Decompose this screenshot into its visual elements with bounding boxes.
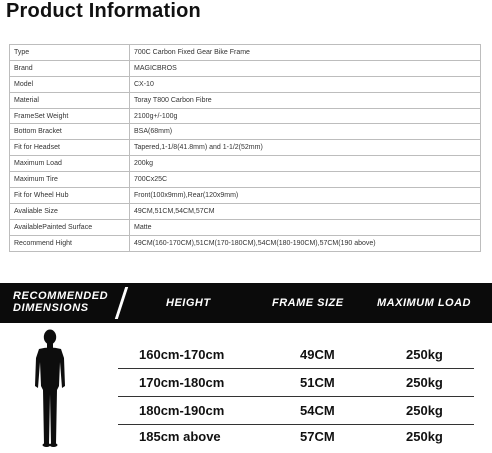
dimension-max-load: 250kg: [406, 429, 443, 444]
spec-value: 49CM,51CM,54CM,57CM: [130, 203, 481, 219]
spec-key: Material: [10, 92, 130, 108]
spec-value: 49CM(160-170CM),51CM(170-180CM),54CM(180-190CM),57CM(190 above): [130, 235, 481, 251]
person-silhouette-icon: [28, 328, 72, 448]
dimension-row: [118, 427, 474, 453]
spec-key: Maximum Tire: [10, 172, 130, 188]
dimension-height: 170cm-180cm: [139, 375, 225, 390]
spec-value: Tapered,1-1/8(41.8mm) and 1-1/2(52mm): [130, 140, 481, 156]
table-row: [10, 235, 481, 251]
max-load-column-header: MAXIMUM LOAD: [377, 297, 471, 309]
spec-key: Maximum Load: [10, 156, 130, 172]
spec-value: Toray T800 Carbon Fibre: [130, 92, 481, 108]
dimensions-header-band: [0, 283, 492, 323]
row-divider: [118, 396, 474, 397]
page-title: Product Information: [6, 0, 201, 22]
dimension-row: [118, 345, 474, 371]
dimensions-heading: [13, 290, 108, 314]
spec-key: Model: [10, 76, 130, 92]
spec-value: Matte: [130, 219, 481, 235]
spec-key: Fit for Headset: [10, 140, 130, 156]
spec-value: 2100g+/-100g: [130, 108, 481, 124]
spec-value: 200kg: [130, 156, 481, 172]
spec-key: AvailablePainted Surface: [10, 219, 130, 235]
spec-key: Bottom Bracket: [10, 124, 130, 140]
table-row: [10, 188, 481, 204]
frame-size-column-header: FRAME SIZE: [272, 297, 344, 309]
spec-value: 700Cx25C: [130, 172, 481, 188]
spec-value: CX-10: [130, 76, 481, 92]
dimension-frame-size: 49CM: [300, 347, 335, 362]
spec-key: Avaliable Size: [10, 203, 130, 219]
spec-value: Front(100x9mm),Rear(120x9mm): [130, 188, 481, 204]
spec-value: MAGICBROS: [130, 60, 481, 76]
table-row: [10, 219, 481, 235]
dimension-max-load: 250kg: [406, 403, 443, 418]
table-row: [10, 92, 481, 108]
spec-key: Recommend Hight: [10, 235, 130, 251]
table-row: [10, 203, 481, 219]
dimension-height: 180cm-190cm: [139, 403, 225, 418]
table-row: [10, 60, 481, 76]
dimension-height: 185cm above: [139, 429, 221, 444]
table-row: [10, 45, 481, 61]
height-column-header: HEIGHT: [166, 297, 211, 309]
spec-table: [9, 44, 481, 252]
spec-key: Brand: [10, 60, 130, 76]
dimension-frame-size: 57CM: [300, 429, 335, 444]
spec-key: FrameSet Weight: [10, 108, 130, 124]
spec-value: 700C Carbon Fixed Gear Bike Frame: [130, 45, 481, 61]
dimension-max-load: 250kg: [406, 375, 443, 390]
row-divider: [118, 424, 474, 425]
table-row: [10, 140, 481, 156]
spec-key: Fit for Wheel Hub: [10, 188, 130, 204]
dimension-row: [118, 373, 474, 399]
slash-divider: [115, 287, 128, 319]
dimensions-heading-line1: RECOMMENDED: [13, 290, 109, 302]
dimension-frame-size: 51CM: [300, 375, 335, 390]
table-row: [10, 76, 481, 92]
spec-value: BSA(68mm): [130, 124, 481, 140]
dimension-height: 160cm-170cm: [139, 347, 225, 362]
table-row: [10, 172, 481, 188]
spec-key: Type: [10, 45, 130, 61]
table-row: [10, 108, 481, 124]
dimensions-heading-line2: DIMENSIONS: [13, 302, 89, 314]
table-row: [10, 156, 481, 172]
dimension-max-load: 250kg: [406, 347, 443, 362]
dimension-row: [118, 401, 474, 427]
row-divider: [118, 368, 474, 369]
table-row: [10, 124, 481, 140]
dimension-frame-size: 54CM: [300, 403, 335, 418]
